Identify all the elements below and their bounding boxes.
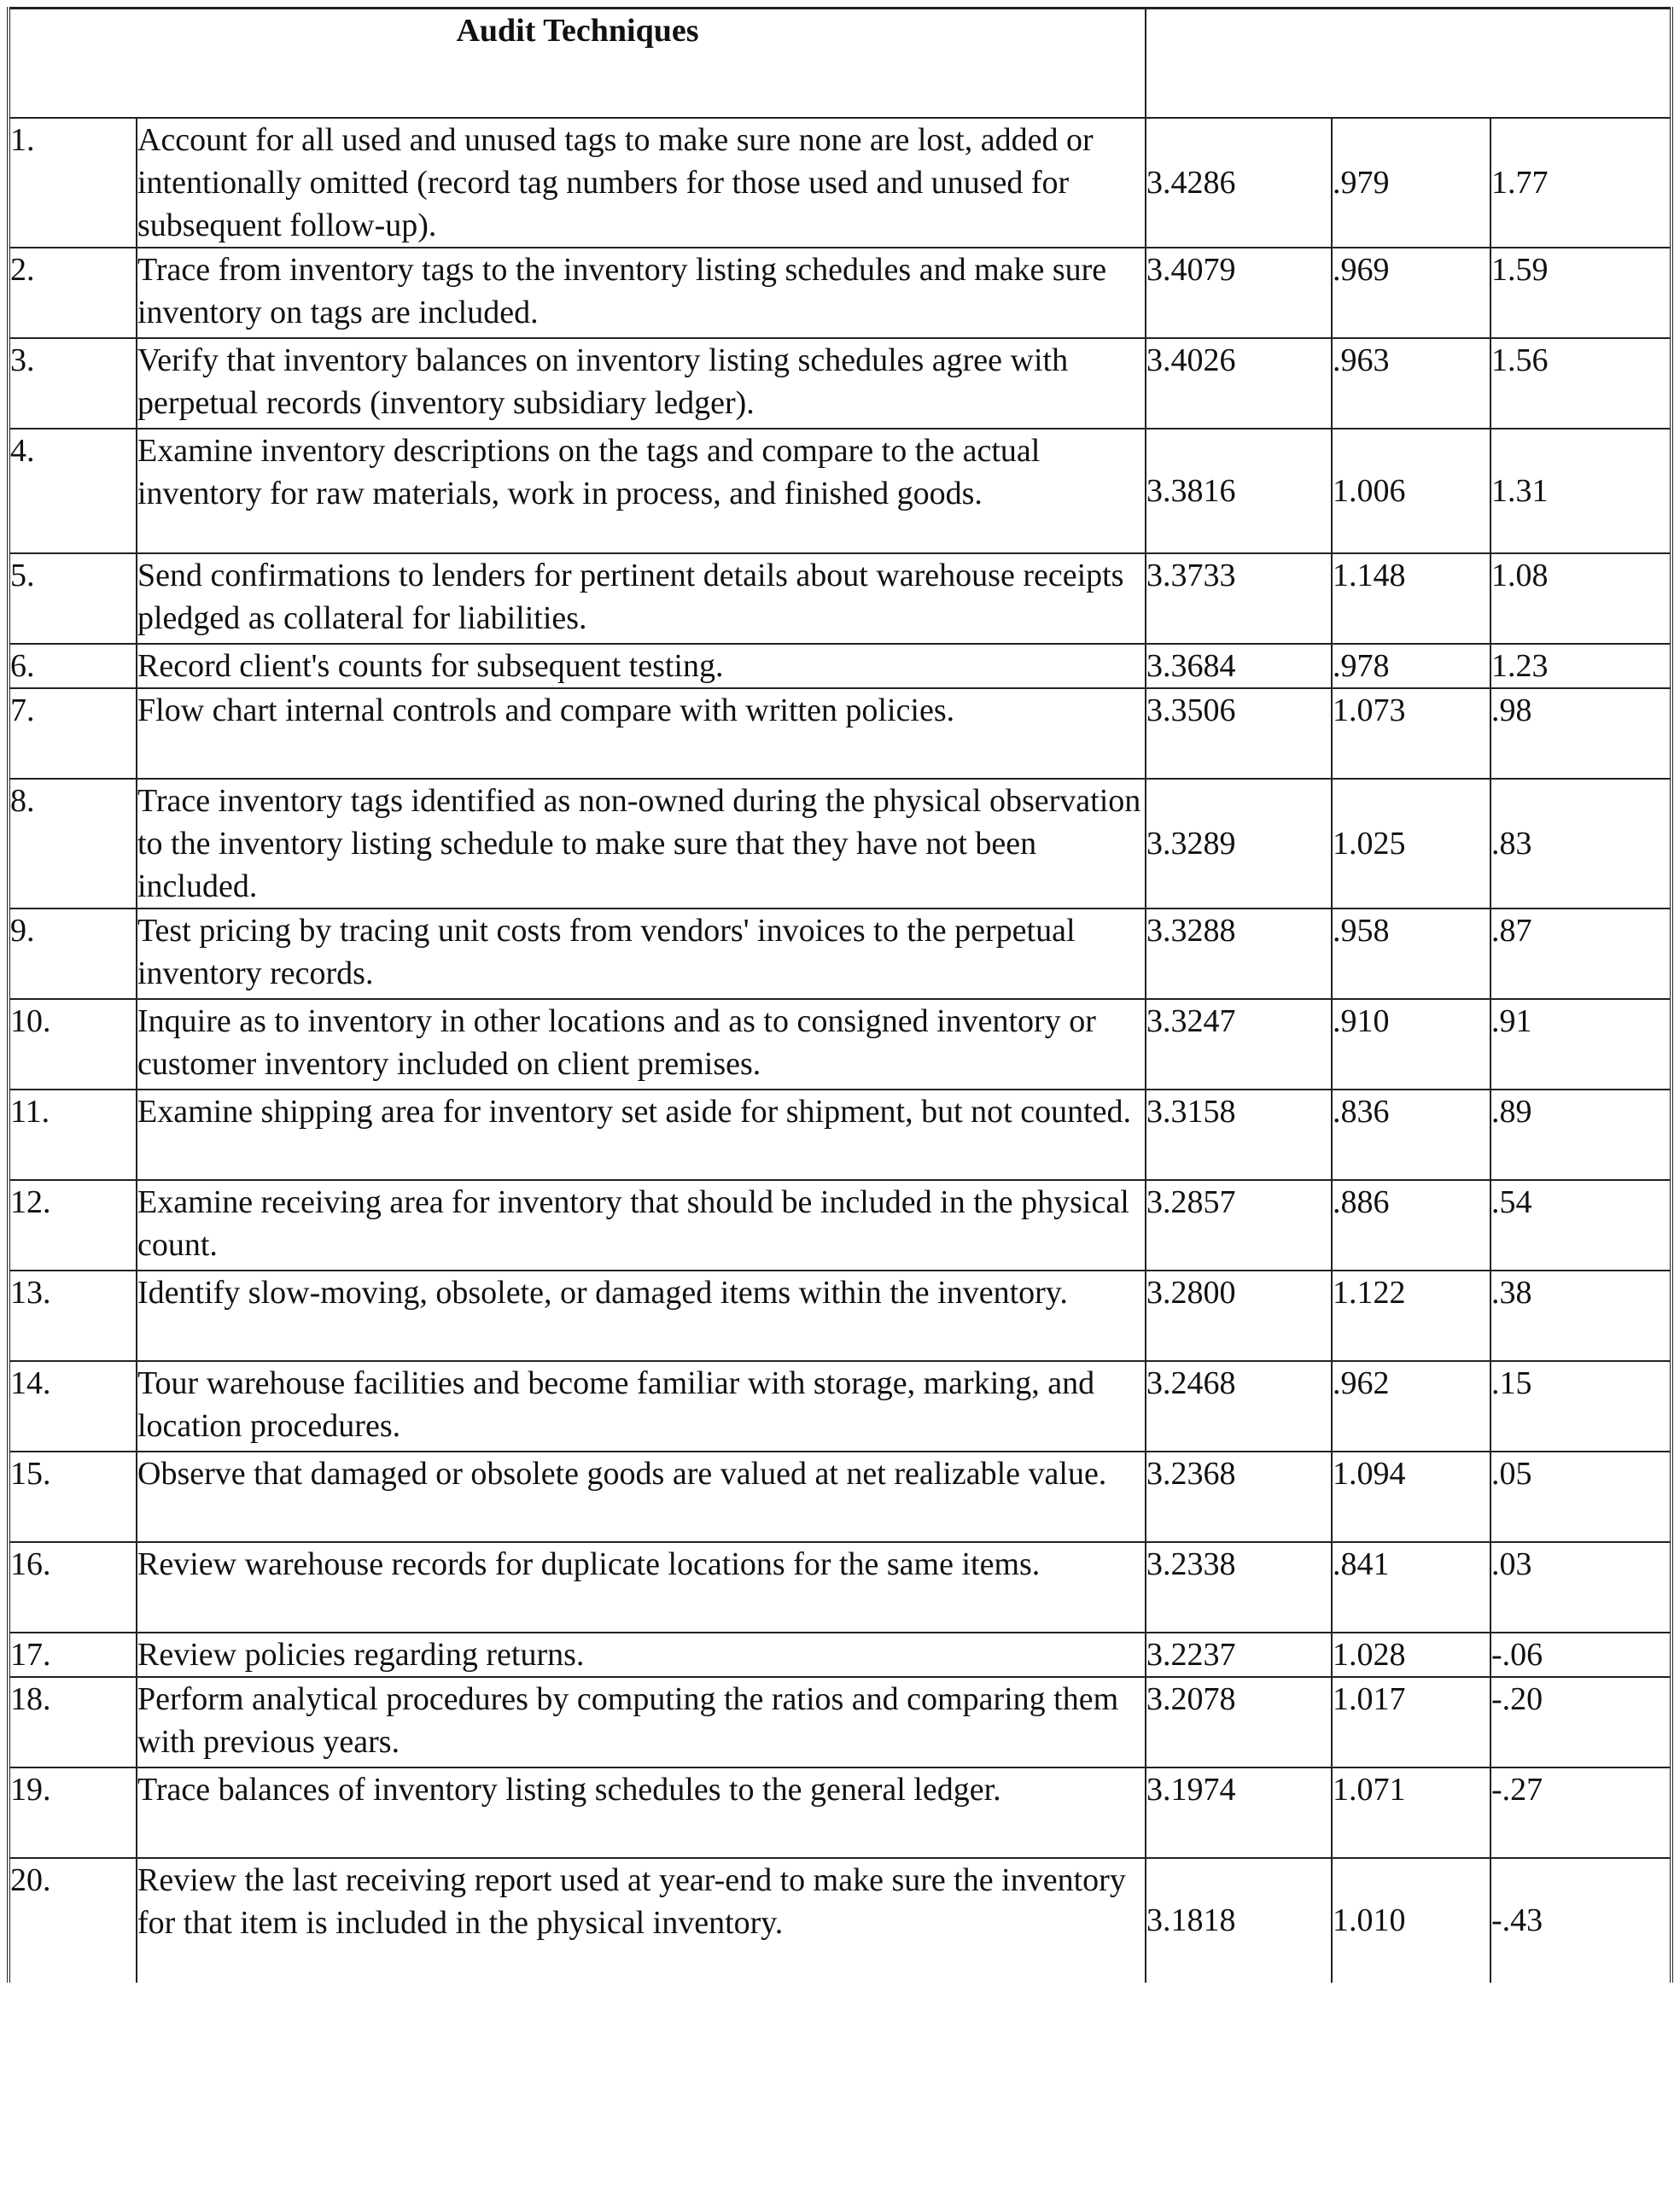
row-number: 8.: [9, 779, 137, 909]
std-dev-value: .910: [1332, 999, 1490, 1090]
table-row: [9, 1452, 1671, 1542]
row-number: 15.: [9, 1452, 137, 1542]
technique-description: Test pricing by tracing unit costs from vendors' invoices to the perpetual inventory records.: [137, 909, 1146, 999]
std-dev-value: 1.017: [1332, 1677, 1490, 1767]
score-value: 1.56: [1490, 338, 1671, 429]
technique-description: Verify that inventory balances on inventory listing schedules agree with perpetual records (inventory subsidiary ledger).: [137, 338, 1146, 429]
mean-value: 3.2237: [1146, 1633, 1332, 1677]
row-number: 1.: [9, 118, 137, 248]
technique-description: Trace balances of inventory listing schedules to the general ledger.: [137, 1767, 1146, 1858]
mean-value: 3.2857: [1146, 1180, 1332, 1271]
technique-description: Tour warehouse facilities and become familiar with storage, marking, and location procedures.: [137, 1361, 1146, 1452]
mean-value: 3.1818: [1146, 1858, 1332, 1983]
technique-description: Trace inventory tags identified as non-owned during the physical observation to the inventory listing schedule to make sure that they have not been included.: [137, 779, 1146, 909]
row-number: 7.: [9, 688, 137, 779]
score-value: -.27: [1490, 1767, 1671, 1858]
technique-description: Review the last receiving report used at year-end to make sure the inventory for that item is included in the physical inventory.: [137, 1858, 1146, 1983]
technique-description: Examine shipping area for inventory set aside for shipment, but not counted.: [137, 1090, 1146, 1180]
std-dev-value: .841: [1332, 1542, 1490, 1633]
technique-description: Flow chart internal controls and compare with written policies.: [137, 688, 1146, 779]
table-row: [9, 1767, 1671, 1858]
mean-value: 3.3733: [1146, 553, 1332, 644]
std-dev-value: 1.073: [1332, 688, 1490, 779]
row-number: 17.: [9, 1633, 137, 1677]
row-number: 19.: [9, 1767, 137, 1858]
mean-value: 3.2468: [1146, 1361, 1332, 1452]
table-body: [9, 118, 1671, 1983]
technique-description: Record client's counts for subsequent testing.: [137, 644, 1146, 688]
score-value: .15: [1490, 1361, 1671, 1452]
score-value: 1.08: [1490, 553, 1671, 644]
row-number: 20.: [9, 1858, 137, 1983]
row-number: 18.: [9, 1677, 137, 1767]
mean-value: 3.3288: [1146, 909, 1332, 999]
mean-value: 3.3684: [1146, 644, 1332, 688]
row-number: 9.: [9, 909, 137, 999]
table-row: [9, 118, 1671, 248]
score-value: .87: [1490, 909, 1671, 999]
table-row: [9, 1858, 1671, 1983]
audit-techniques-table: [7, 7, 1673, 1983]
row-number: 13.: [9, 1271, 137, 1361]
technique-description: Review warehouse records for duplicate locations for the same items.: [137, 1542, 1146, 1633]
score-value: 1.23: [1490, 644, 1671, 688]
mean-value: 3.2800: [1146, 1271, 1332, 1361]
technique-description: Inquire as to inventory in other locations and as to consigned inventory or customer inventory included on client premises.: [137, 999, 1146, 1090]
technique-description: Observe that damaged or obsolete goods are valued at net realizable value.: [137, 1452, 1146, 1542]
mean-value: 3.2078: [1146, 1677, 1332, 1767]
std-dev-value: 1.006: [1332, 429, 1490, 553]
technique-description: Send confirmations to lenders for pertinent details about warehouse receipts pledged as collateral for liabilities.: [137, 553, 1146, 644]
table-row: [9, 553, 1671, 644]
score-value: .83: [1490, 779, 1671, 909]
std-dev-value: .978: [1332, 644, 1490, 688]
score-value: .05: [1490, 1452, 1671, 1542]
row-number: 12.: [9, 1180, 137, 1271]
score-value: .98: [1490, 688, 1671, 779]
technique-description: Review policies regarding returns.: [137, 1633, 1146, 1677]
std-dev-value: .969: [1332, 248, 1490, 338]
table-row: [9, 1633, 1671, 1677]
mean-value: 3.4286: [1146, 118, 1332, 248]
technique-description: Trace from inventory tags to the inventory listing schedules and make sure inventory on tags are included.: [137, 248, 1146, 338]
std-dev-value: 1.010: [1332, 1858, 1490, 1983]
mean-value: 3.3158: [1146, 1090, 1332, 1180]
technique-description: Examine receiving area for inventory that should be included in the physical count.: [137, 1180, 1146, 1271]
std-dev-value: .886: [1332, 1180, 1490, 1271]
std-dev-value: .979: [1332, 118, 1490, 248]
table-row: [9, 1090, 1671, 1180]
score-value: .03: [1490, 1542, 1671, 1633]
technique-description: Examine inventory descriptions on the tags and compare to the actual inventory for raw materials, work in process, and finished goods.: [137, 429, 1146, 553]
technique-description: Perform analytical procedures by computing the ratios and comparing them with previous years.: [137, 1677, 1146, 1767]
table-row: [9, 999, 1671, 1090]
table-row: [9, 248, 1671, 338]
mean-value: 3.2368: [1146, 1452, 1332, 1542]
mean-value: 3.2338: [1146, 1542, 1332, 1633]
std-dev-value: 1.025: [1332, 779, 1490, 909]
row-number: 3.: [9, 338, 137, 429]
mean-value: 3.4079: [1146, 248, 1332, 338]
table-row: [9, 644, 1671, 688]
row-number: 5.: [9, 553, 137, 644]
mean-value: 3.3247: [1146, 999, 1332, 1090]
score-value: -.43: [1490, 1858, 1671, 1983]
row-number: 16.: [9, 1542, 137, 1633]
mean-value: 3.3289: [1146, 779, 1332, 909]
row-number: 2.: [9, 248, 137, 338]
technique-description: Account for all used and unused tags to make sure none are lost, added or intentionally omitted (record tag numbers for those used and unused for subsequent follow-up).: [137, 118, 1146, 248]
mean-value: 3.3816: [1146, 429, 1332, 553]
table-title: Audit Techniques: [9, 9, 1146, 118]
row-number: 11.: [9, 1090, 137, 1180]
score-value: .91: [1490, 999, 1671, 1090]
score-value: .54: [1490, 1180, 1671, 1271]
std-dev-value: 1.094: [1332, 1452, 1490, 1542]
table-row: [9, 1677, 1671, 1767]
std-dev-value: 1.148: [1332, 553, 1490, 644]
table-row: [9, 909, 1671, 999]
table-row: [9, 1542, 1671, 1633]
score-value: .38: [1490, 1271, 1671, 1361]
row-number: 6.: [9, 644, 137, 688]
table-row: [9, 1361, 1671, 1452]
table-header-row: [9, 9, 1671, 118]
score-value: 1.31: [1490, 429, 1671, 553]
table-row: [9, 779, 1671, 909]
std-dev-value: 1.071: [1332, 1767, 1490, 1858]
mean-value: 3.4026: [1146, 338, 1332, 429]
technique-description: Identify slow-moving, obsolete, or damaged items within the inventory.: [137, 1271, 1146, 1361]
row-number: 4.: [9, 429, 137, 553]
table-title-blank: [1146, 9, 1671, 118]
std-dev-value: .963: [1332, 338, 1490, 429]
mean-value: 3.3506: [1146, 688, 1332, 779]
std-dev-value: 1.028: [1332, 1633, 1490, 1677]
table-row: [9, 338, 1671, 429]
score-value: 1.77: [1490, 118, 1671, 248]
std-dev-value: .962: [1332, 1361, 1490, 1452]
row-number: 10.: [9, 999, 137, 1090]
table-row: [9, 688, 1671, 779]
row-number: 14.: [9, 1361, 137, 1452]
table-row: [9, 1271, 1671, 1361]
std-dev-value: 1.122: [1332, 1271, 1490, 1361]
score-value: -.20: [1490, 1677, 1671, 1767]
score-value: .89: [1490, 1090, 1671, 1180]
table-row: [9, 429, 1671, 553]
score-value: 1.59: [1490, 248, 1671, 338]
mean-value: 3.1974: [1146, 1767, 1332, 1858]
std-dev-value: .836: [1332, 1090, 1490, 1180]
score-value: -.06: [1490, 1633, 1671, 1677]
std-dev-value: .958: [1332, 909, 1490, 999]
table-row: [9, 1180, 1671, 1271]
